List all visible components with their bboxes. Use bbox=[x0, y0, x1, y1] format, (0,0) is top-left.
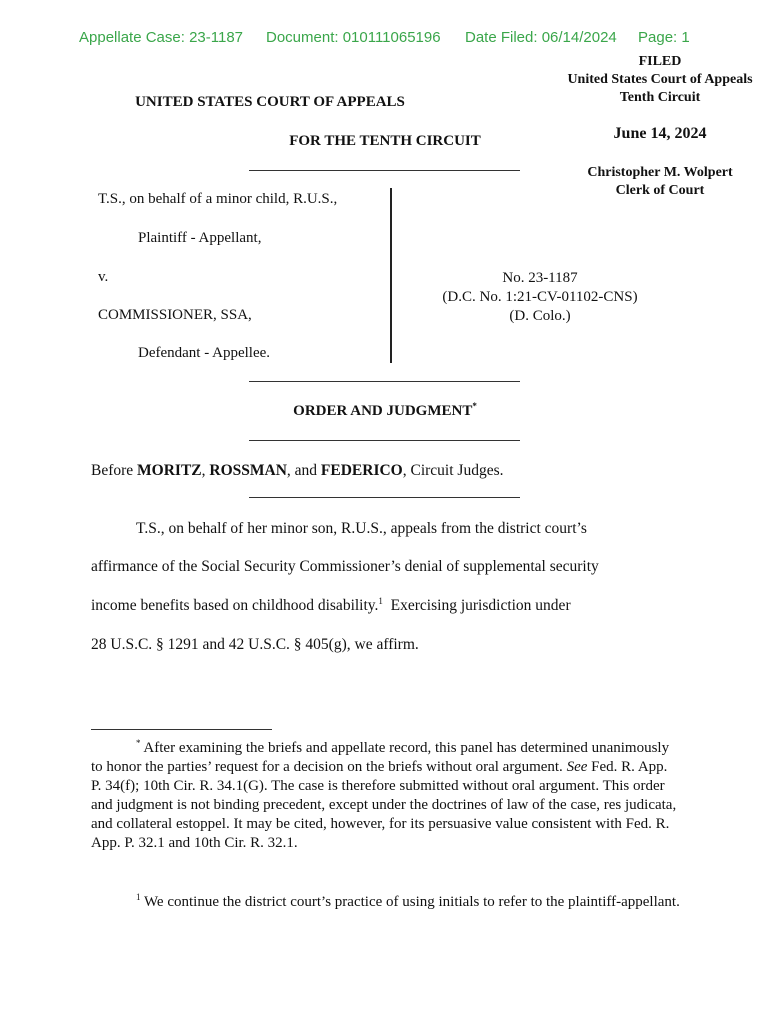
panel-sep: , bbox=[201, 462, 210, 479]
versus: v. bbox=[98, 269, 109, 285]
footnote-star-mark: * bbox=[136, 738, 141, 748]
filed-label: FILED bbox=[638, 54, 682, 69]
body-line-3a: income benefits based on childhood disability. bbox=[91, 597, 379, 614]
title-footnote-mark: * bbox=[472, 401, 477, 411]
body-line-2: affirmance of the Social Security Commissioner’s denial of supplemental security bbox=[91, 558, 599, 575]
caption-divider bbox=[390, 188, 392, 363]
divider bbox=[249, 497, 520, 498]
divider bbox=[249, 381, 520, 382]
judge-rossman: ROSSMAN bbox=[209, 462, 287, 479]
footnote-star-text-2: Fed. R. App. P. 34(f); 10th Cir. R. 34.1(G). The case is therefore submitted without oral argument. This order and judgment is not binding precedent, except under the doctrines of law of the case, res judicata, and collateral estoppel. It may be cited, however, for its persuasive value consistent with Fed. R. App. P. 32.1 and 10th Cir. R. 32.1. bbox=[91, 759, 677, 851]
case-number-header: Appellate Case: 23-1187 bbox=[79, 29, 244, 46]
district-court-number: (D.C. No. 1:21-CV-01102-CNS) bbox=[442, 289, 638, 305]
footnote-1-mark: 1 bbox=[136, 892, 141, 902]
plaintiff-name: T.S., on behalf of a minor child, R.U.S., bbox=[98, 191, 338, 207]
divider bbox=[249, 440, 520, 441]
body-line-3 bbox=[91, 597, 571, 615]
body-line-1: T.S., on behalf of her minor son, R.U.S., appeals from the district court’s bbox=[136, 520, 587, 537]
footnote-star bbox=[91, 739, 681, 853]
panel-before: Before bbox=[91, 462, 138, 479]
body-line-4: 28 U.S.C. § 1291 and 42 U.S.C. § 405(g), we affirm. bbox=[91, 636, 419, 653]
judge-federico: FEDERICO bbox=[320, 462, 403, 479]
footnote-star-text: After examining the briefs and appellate record, this panel has determined unanimously to honor the parties’ request for a decision on the briefs without oral argument. bbox=[91, 740, 670, 775]
court-circuit bbox=[0, 133, 770, 150]
page-number-header: Page: 1 bbox=[638, 29, 690, 46]
footnote-1 bbox=[91, 893, 681, 912]
footnote-ref-1: 1 bbox=[378, 595, 383, 606]
panel-line bbox=[91, 462, 504, 480]
clerk-title: Clerk of Court bbox=[615, 183, 705, 198]
date-filed-header: Date Filed: 06/14/2024 bbox=[465, 29, 617, 46]
clerk-name: Christopher M. Wolpert bbox=[587, 165, 733, 180]
footnote-star-see: See bbox=[566, 759, 588, 775]
docket-block bbox=[410, 269, 670, 326]
body-line-3b: Exercising jurisdiction under bbox=[382, 597, 571, 614]
court-line-2: FOR THE TENTH CIRCUIT bbox=[289, 133, 481, 149]
filed-date: June 14, 2024 bbox=[613, 125, 707, 142]
filed-court: United States Court of Appeals bbox=[567, 72, 753, 87]
panel-sep: , and bbox=[286, 462, 321, 479]
divider bbox=[249, 170, 520, 171]
defendant-name: COMMISSIONER, SSA, bbox=[98, 307, 252, 323]
footnote-1-text: We continue the district court’s practice of using initials to refer to the plaintiff-appellant. bbox=[140, 894, 680, 910]
docket-number: No. 23-1187 bbox=[502, 270, 578, 286]
document-number-header: Document: 010111065196 bbox=[266, 29, 441, 46]
document-title bbox=[0, 403, 770, 420]
footnote-separator bbox=[91, 729, 272, 730]
court-name bbox=[0, 94, 540, 111]
district: (D. Colo.) bbox=[509, 308, 571, 324]
plaintiff-role: Plaintiff - Appellant, bbox=[138, 230, 262, 246]
filed-circuit: Tenth Circuit bbox=[619, 90, 701, 105]
panel-suffix: , Circuit Judges. bbox=[402, 462, 504, 479]
defendant-role: Defendant - Appellee. bbox=[138, 345, 271, 361]
court-line-1: UNITED STATES COURT OF APPEALS bbox=[135, 94, 405, 110]
judge-moritz: MORITZ bbox=[137, 462, 202, 479]
title-text: ORDER AND JUDGMENT bbox=[293, 403, 473, 419]
